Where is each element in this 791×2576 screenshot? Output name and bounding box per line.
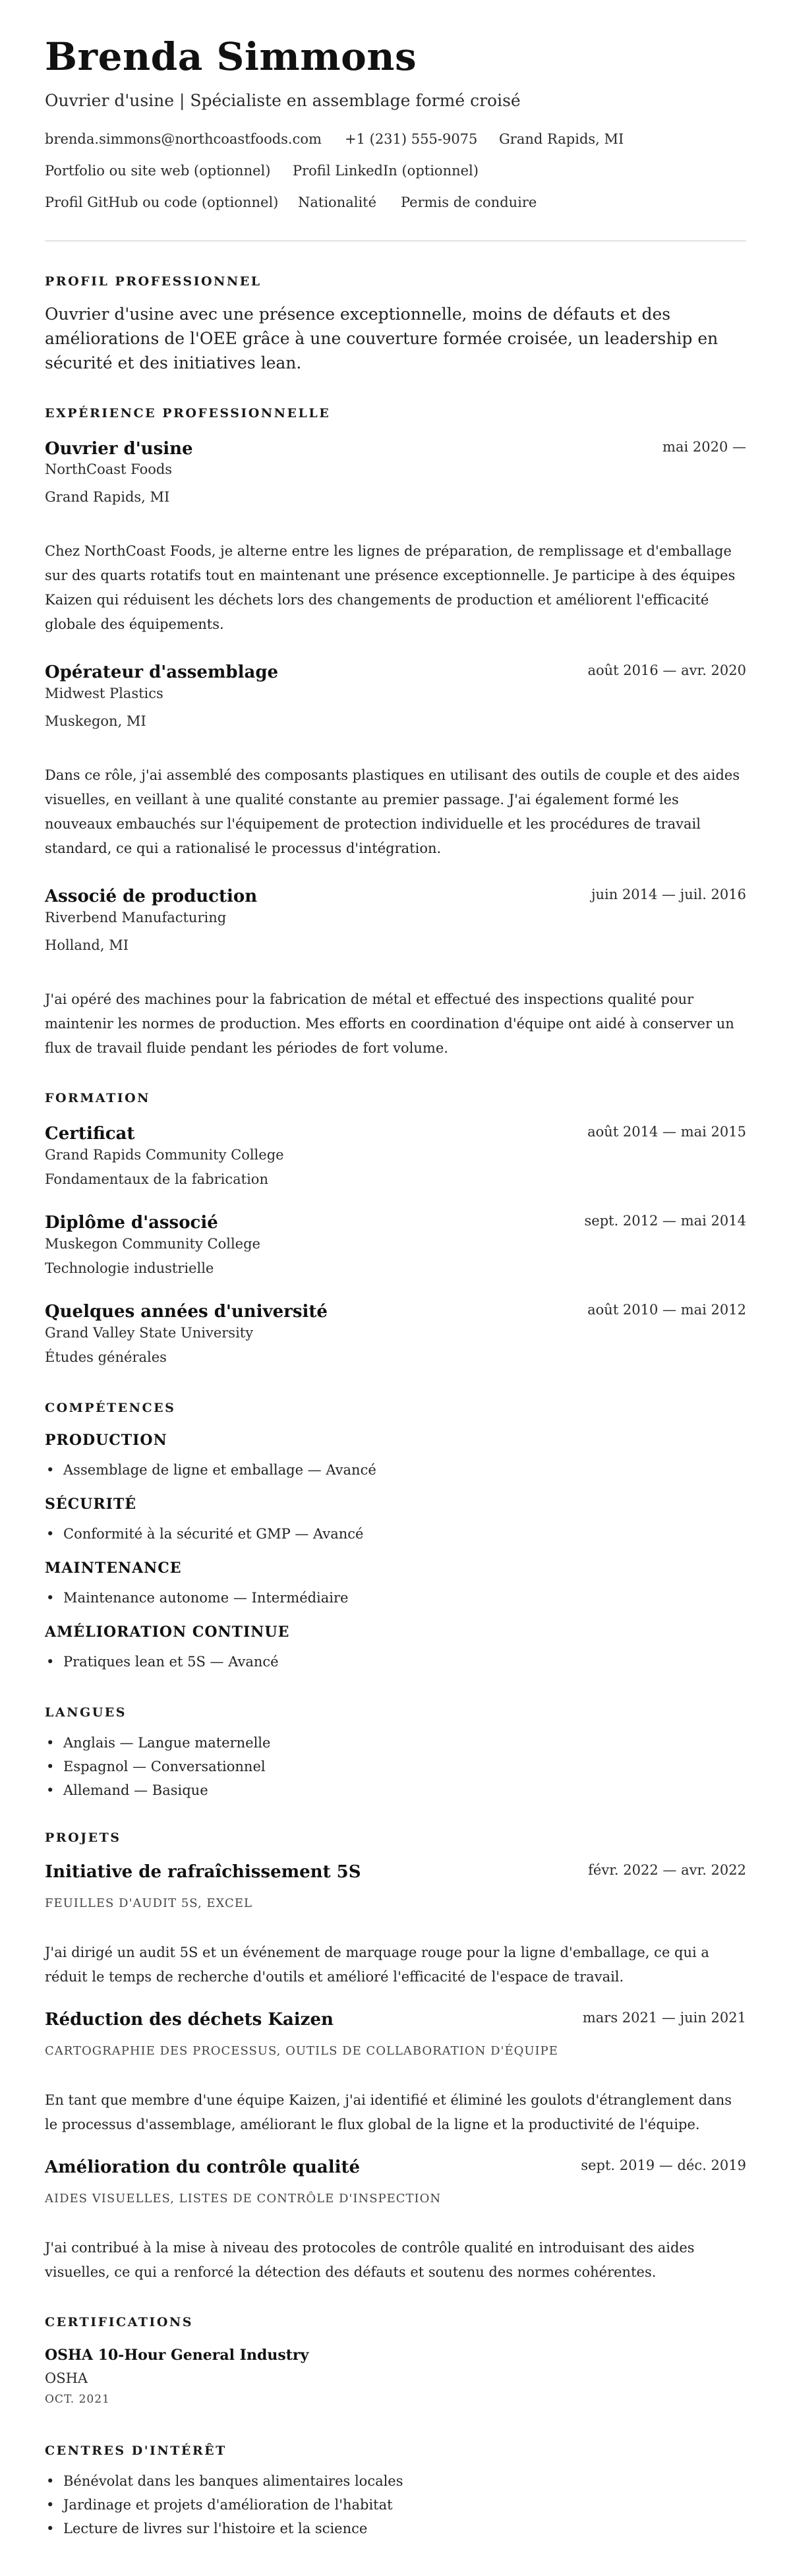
profile-summary: Ouvrier d'usine avec une présence exceptionnelle, moins de défauts et des améliorations de l'OEE grâce à une couverture formée croisée, un leadership en sécurité et des initiatives lean. bbox=[45, 305, 718, 372]
project-tools: CARTOGRAPHIE DES PROCESSUS, OUTILS DE COLLABORATION D'ÉQUIPE bbox=[45, 2044, 558, 2058]
project-title: Amélioration du contrôle qualité bbox=[45, 2157, 361, 2177]
section-heading-experience: EXPÉRIENCE PROFESSIONNELLE bbox=[45, 406, 331, 421]
interest-item: • Lecture de livres sur l'histoire et la science bbox=[63, 2521, 367, 2536]
experience-description: J'ai opéré des machines pour la fabrication de métal et effectué des inspections qualité pour maintenir les normes de production. Mes efforts en coordination d'équipe ont aidé à conserver un flux de travail fluide pendant les périodes de fort volume. bbox=[45, 991, 734, 1056]
contact-linkedin-link[interactable]: Profil LinkedIn (optionnel) bbox=[293, 163, 479, 179]
project-tools: FEUILLES D'AUDIT 5S, EXCEL bbox=[45, 1896, 252, 1910]
experience-company: Midwest Plastics bbox=[45, 686, 163, 701]
project-tools: AIDES VISUELLES, LISTES DE CONTRÔLE D'INSPECTION bbox=[45, 2192, 442, 2206]
education-dates: août 2010 — mai 2012 bbox=[587, 1302, 746, 1318]
experience-location: Holland, MI bbox=[45, 937, 129, 953]
experience-dates: juin 2014 — juil. 2016 bbox=[591, 887, 746, 902]
education-degree: Diplôme d'associé bbox=[45, 1213, 218, 1233]
education-school: Grand Valley State University bbox=[45, 1325, 254, 1341]
education-field: Études générales bbox=[45, 1349, 167, 1365]
skill-category: PRODUCTION bbox=[45, 1432, 167, 1449]
project-title: Réduction des déchets Kaizen bbox=[45, 2010, 334, 2030]
project-dates: sept. 2019 — déc. 2019 bbox=[581, 2157, 746, 2173]
experience-dates: mai 2020 — bbox=[662, 439, 746, 455]
section-heading-certifications: CERTIFICATIONS bbox=[45, 2315, 193, 2329]
skill-category: MAINTENANCE bbox=[45, 1560, 182, 1577]
project-dates: mars 2021 — juin 2021 bbox=[582, 2010, 746, 2026]
skill-item: • Maintenance autonome — Intermédiaire bbox=[63, 1590, 348, 1606]
language-item: • Allemand — Basique bbox=[63, 1782, 208, 1798]
project-description: J'ai contribué à la mise à niveau des protocoles de contrôle qualité en introduisant des aides visuelles, ce qui a renforcé la détection des défauts et soutenu des normes cohérentes. bbox=[45, 2240, 695, 2280]
project-title: Initiative de rafraîchissement 5S bbox=[45, 1862, 361, 1882]
section-heading-education: FORMATION bbox=[45, 1091, 151, 1105]
education-degree: Quelques années d'université bbox=[45, 1302, 328, 1322]
contact-github-link[interactable]: Profil GitHub ou code (optionnel) bbox=[45, 194, 279, 210]
contact-phone[interactable]: +1 (231) 555-9075 bbox=[345, 131, 478, 147]
contact-portfolio-link[interactable]: Portfolio ou site web (optionnel) bbox=[45, 163, 271, 179]
section-heading-languages: LANGUES bbox=[45, 1705, 127, 1720]
experience-description: Chez NorthCoast Foods, je alterne entre les lignes de préparation, de remplissage et d'emballage sur des quarts rotatifs tout en maintenant une présence exceptionnelle. Je participe à des équipes Kaizen qui réduisent les déchets lors des changements de production et améliorent l'efficacité globale des équipements. bbox=[45, 543, 736, 632]
resume-headline: Ouvrier d'usine | Spécialiste en assemblage formé croisé bbox=[45, 91, 521, 110]
skill-item: • Assemblage de ligne et emballage — Avancé bbox=[63, 1462, 376, 1478]
experience-company: NorthCoast Foods bbox=[45, 461, 173, 477]
experience-dates: août 2016 — avr. 2020 bbox=[587, 662, 746, 678]
education-school: Muskegon Community College bbox=[45, 1236, 260, 1252]
interest-item: • Jardinage et projets d'amélioration de l'habitat bbox=[63, 2497, 393, 2513]
education-dates: sept. 2012 — mai 2014 bbox=[584, 1213, 746, 1229]
experience-location: Grand Rapids, MI bbox=[45, 489, 170, 505]
skill-category: AMÉLIORATION CONTINUE bbox=[45, 1624, 290, 1641]
project-dates: févr. 2022 — avr. 2022 bbox=[588, 1862, 746, 1878]
experience-company: Riverbend Manufacturing bbox=[45, 910, 227, 925]
interest-item: • Bénévolat dans les banques alimentaires locales bbox=[63, 2473, 403, 2489]
education-field: Technologie industrielle bbox=[45, 1260, 214, 1276]
education-field: Fondamentaux de la fabrication bbox=[45, 1171, 268, 1187]
contact-nationality: Nationalité bbox=[298, 194, 377, 210]
education-degree: Certificat bbox=[45, 1124, 135, 1144]
education-dates: août 2014 — mai 2015 bbox=[587, 1124, 746, 1140]
section-heading-profile: PROFIL PROFESSIONNEL bbox=[45, 274, 262, 289]
skill-item: • Conformité à la sécurité et GMP — Avancé bbox=[63, 1526, 363, 1542]
experience-location: Muskegon, MI bbox=[45, 713, 146, 729]
experience-title: Ouvrier d'usine bbox=[45, 439, 193, 459]
certification-name: OSHA 10-Hour General Industry bbox=[45, 2347, 309, 2364]
project-description: J'ai dirigé un audit 5S et un événement de marquage rouge pour la ligne d'emballage, ce qui a réduit le temps de recherche d'outils et amélioré l'efficacité de l'espace de travail. bbox=[45, 1945, 709, 1985]
education-school: Grand Rapids Community College bbox=[45, 1147, 284, 1163]
section-heading-projects: PROJETS bbox=[45, 1830, 121, 1845]
language-item: • Anglais — Langue maternelle bbox=[63, 1735, 270, 1751]
certification-issuer: OSHA bbox=[45, 2370, 88, 2386]
section-heading-interests: CENTRES D'INTÉRÊT bbox=[45, 2444, 227, 2458]
experience-title: Opérateur d'assemblage bbox=[45, 662, 279, 682]
resume-name: Brenda Simmons bbox=[45, 34, 417, 79]
skill-category: SÉCURITÉ bbox=[45, 1496, 137, 1513]
contact-email[interactable]: brenda.simmons@northcoastfoods.com bbox=[45, 131, 322, 147]
contact-location: Grand Rapids, MI bbox=[499, 131, 624, 147]
contact-license: Permis de conduire bbox=[401, 194, 537, 210]
language-item: • Espagnol — Conversationnel bbox=[63, 1759, 266, 1774]
certification-date: OCT. 2021 bbox=[45, 2393, 110, 2406]
project-description: En tant que membre d'une équipe Kaizen, j'ai identifié et éliminé les goulots d'étranglement dans le processus d'assemblage, améliorant le flux global de la ligne et la productivité de l'équipe. bbox=[45, 2092, 732, 2132]
skill-item: • Pratiques lean et 5S — Avancé bbox=[63, 1654, 279, 1670]
section-heading-skills: COMPÉTENCES bbox=[45, 1401, 176, 1415]
experience-description: Dans ce rôle, j'ai assemblé des composants plastiques en utilisant des outils de couple et des aides visuelles, en veillant à une qualité constante au premier passage. J'ai également formé les nouveaux embauchés sur l'équipement de protection individuelle et les procédures de travail standard, ce qui a rationalisé le processus d'intégration. bbox=[45, 767, 740, 856]
experience-title: Associé de production bbox=[45, 887, 258, 906]
